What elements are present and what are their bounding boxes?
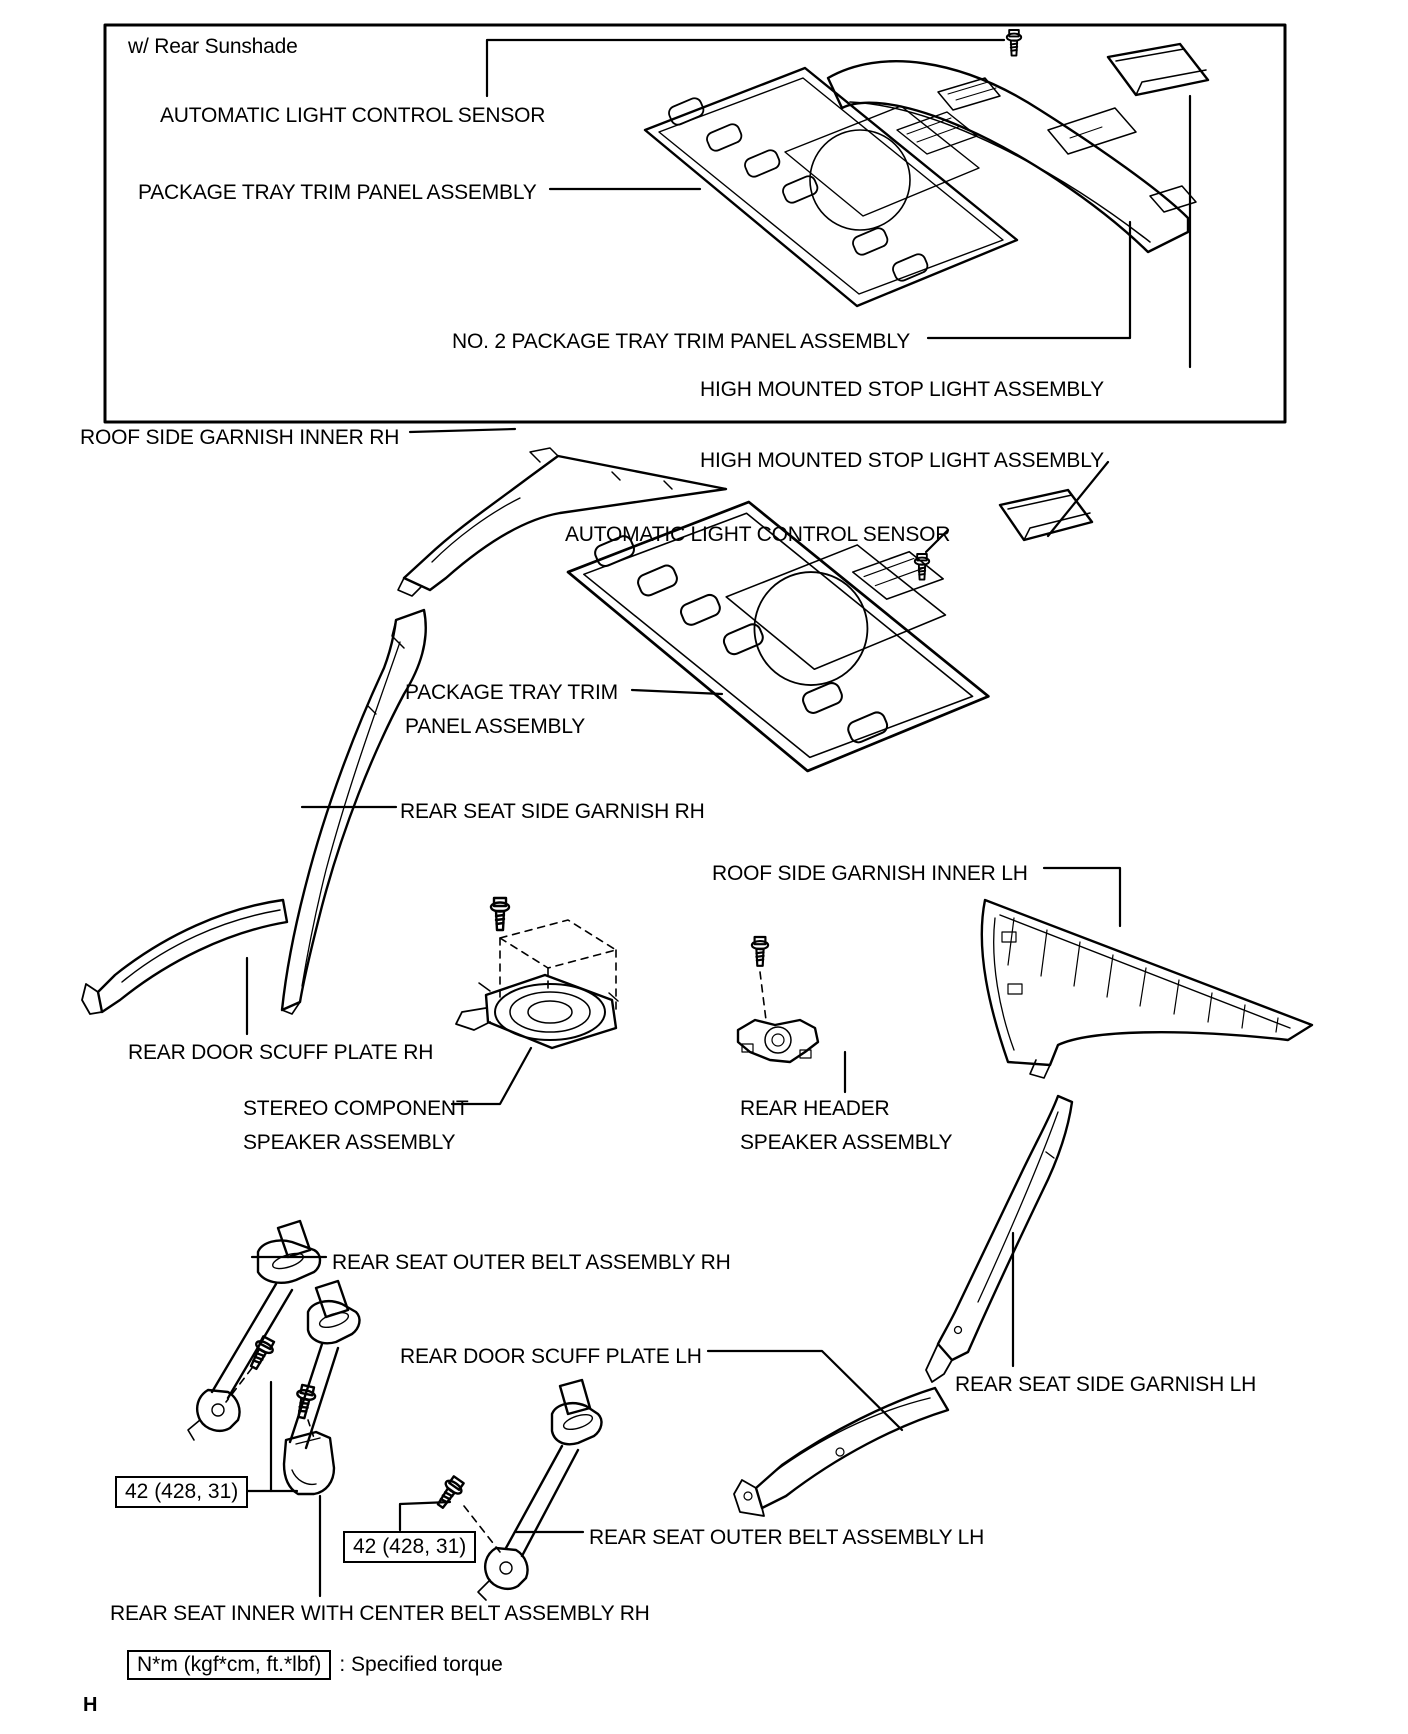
inset-package-tray-drawing [645,68,1017,306]
rear-header-speaker-drawing [738,937,818,1062]
label-package-tray-trim-line2: PANEL ASSEMBLY [405,715,586,738]
label-package-tray-trim-panel-inset: PACKAGE TRAY TRIM PANEL ASSEMBLY [138,181,537,204]
label-automatic-light-control-sensor: AUTOMATIC LIGHT CONTROL SENSOR [565,523,951,546]
rear-door-scuff-plate-rh-drawing [82,900,287,1014]
inset-leader-lines [487,40,1190,367]
label-rear-door-scuff-plate-rh: REAR DOOR SCUFF PLATE RH [128,1041,434,1064]
torque-note: : Specified torque [339,1653,503,1676]
roof-side-garnish-lh-drawing [982,900,1312,1078]
label-no2-package-tray-trim-panel: NO. 2 PACKAGE TRAY TRIM PANEL ASSEMBLY [452,330,911,353]
rear-seat-inner-center-belt-rh-drawing [284,1281,359,1494]
label-stereo-component-line1: STEREO COMPONENT [243,1097,469,1120]
stereo-speaker-drawing [456,898,618,1048]
inset-variant-label: w/ Rear Sunshade [128,35,298,58]
label-high-mounted-stop-light: HIGH MOUNTED STOP LIGHT ASSEMBLY [700,449,1104,472]
label-rear-header-line1: REAR HEADER [740,1097,890,1120]
label-rear-seat-outer-belt-lh: REAR SEAT OUTER BELT ASSEMBLY LH [589,1526,985,1549]
label-rear-seat-side-garnish-lh: REAR SEAT SIDE GARNISH LH [955,1373,1257,1396]
torque-legend [127,1650,503,1680]
inset-stop-light-drawing [1108,44,1208,95]
rear-door-scuff-plate-lh-drawing [734,1388,948,1516]
label-roof-side-garnish-inner-lh: ROOF SIDE GARNISH INNER LH [712,862,1028,885]
label-rear-door-scuff-plate-lh: REAR DOOR SCUFF PLATE LH [400,1345,702,1368]
page-letter: H [83,1694,98,1716]
rear-seat-outer-belt-lh-drawing [433,1380,601,1600]
torque-callout-1: 42 (428, 31) [115,1476,248,1508]
inset-box-frame [105,25,1285,422]
label-stereo-component-line2: SPEAKER ASSEMBLY [243,1131,456,1154]
label-high-mounted-stop-light-inset: HIGH MOUNTED STOP LIGHT ASSEMBLY [700,378,1104,401]
torque-unit-box: N*m (kgf*cm, ft.*lbf) [127,1650,331,1680]
inset-no2-package-tray-drawing [828,61,1196,252]
label-rear-header-line2: SPEAKER ASSEMBLY [740,1131,953,1154]
label-rear-seat-side-garnish-rh: REAR SEAT SIDE GARNISH RH [400,800,705,823]
label-automatic-light-control-sensor-inset: AUTOMATIC LIGHT CONTROL SENSOR [160,104,546,127]
label-rear-seat-inner-center-belt-rh: REAR SEAT INNER WITH CENTER BELT ASSEMBLY RH [110,1602,650,1625]
label-package-tray-trim-line1: PACKAGE TRAY TRIM [405,681,618,704]
leader-lines [243,429,1120,1596]
label-roof-side-garnish-inner-rh: ROOF SIDE GARNISH INNER RH [80,426,400,449]
inset-screw-drawing [1007,30,1021,56]
torque-callout-2: 42 (428, 31) [343,1531,476,1563]
label-rear-seat-outer-belt-rh: REAR SEAT OUTER BELT ASSEMBLY RH [332,1251,731,1274]
